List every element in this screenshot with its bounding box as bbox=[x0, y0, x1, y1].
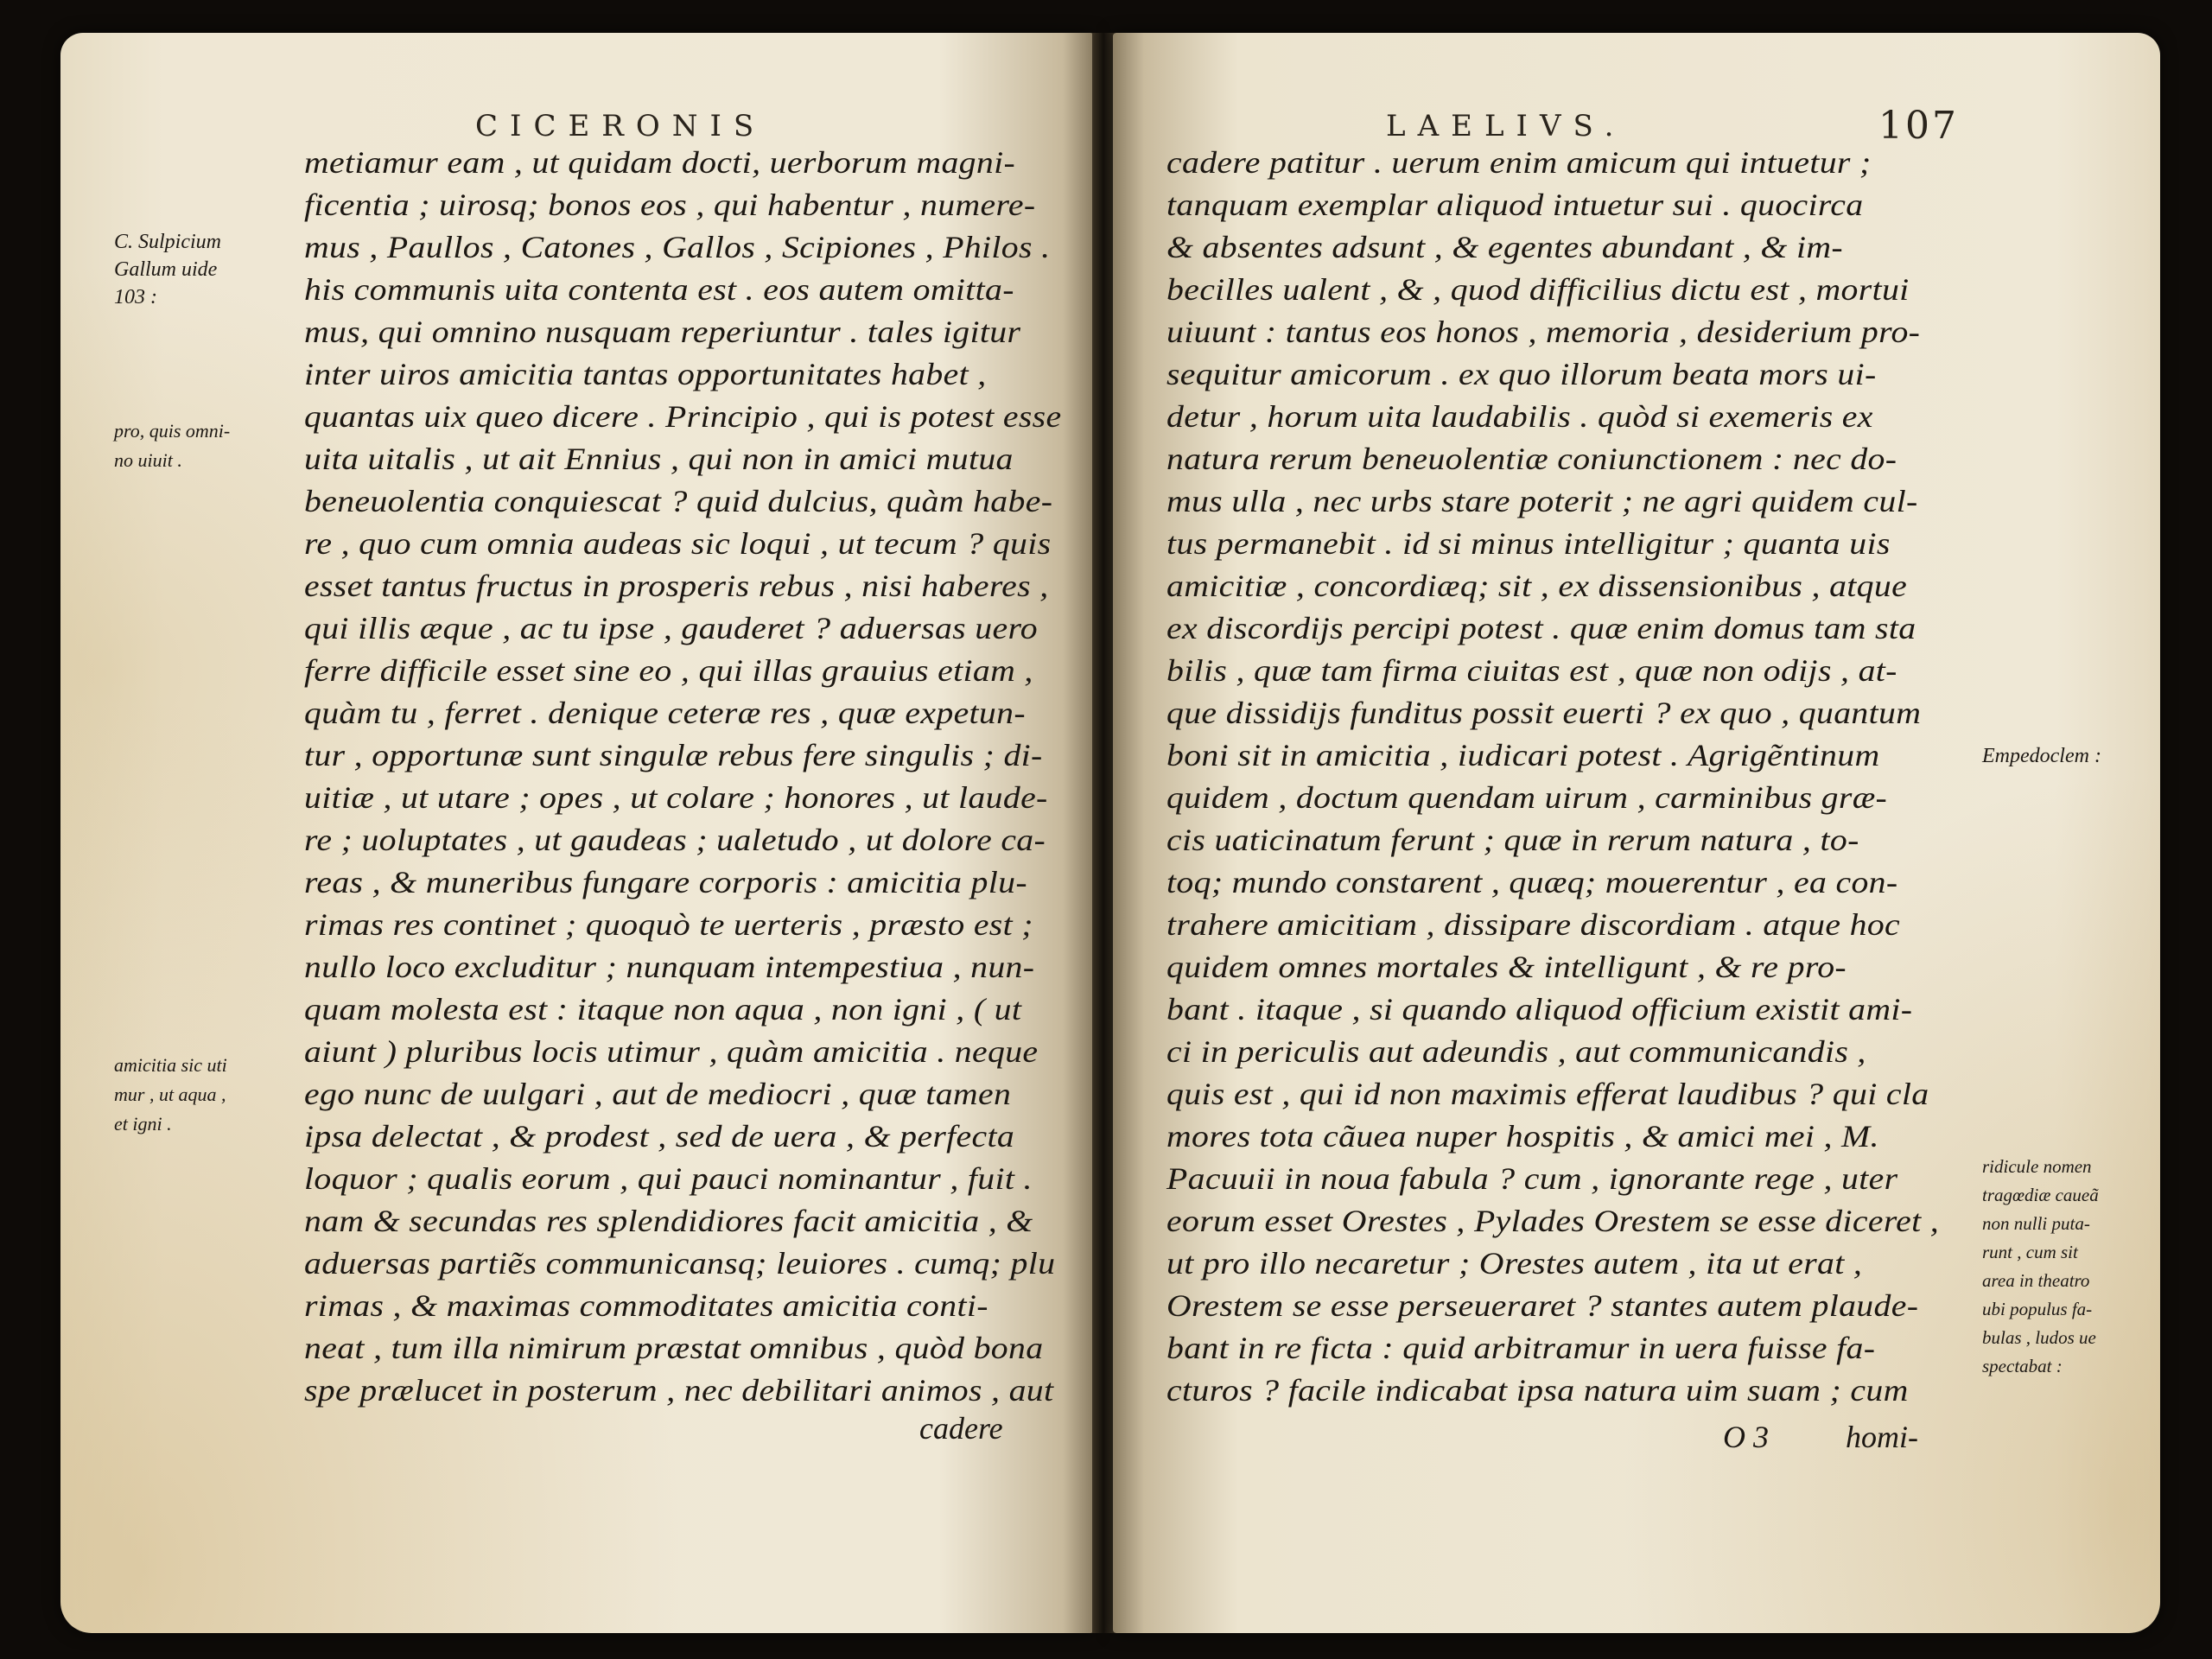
marginal-line: C. Sulpicium bbox=[114, 231, 221, 253]
text-line: becilles ualent , & , quod difficilius dictu est , mortui bbox=[1166, 272, 1910, 307]
text-line: esset tantus fructus in prosperis rebus , nisi haberes , bbox=[304, 569, 1049, 603]
signature-mark: O 3 bbox=[1723, 1420, 1769, 1454]
text-line: uiuunt : tantus eos honos , memoria , desiderium pro- bbox=[1166, 315, 1921, 349]
text-line: cadere patitur . uerum enim amicum qui intuetur ; bbox=[1166, 145, 1872, 180]
marginal-line: ubi populus fa- bbox=[1982, 1299, 2093, 1319]
text-line: ex discordijs percipi potest . quæ enim domus tam sta bbox=[1166, 611, 1916, 645]
text-line: quantas uix queo dicere . Principio , qui is potest esse bbox=[304, 399, 1062, 434]
text-line: quis est , qui id non maximis efferat laudibus ? qui cla bbox=[1166, 1077, 1929, 1111]
text-line: his communis uita contenta est . eos autem omitta- bbox=[304, 272, 1014, 307]
marginal-line: 103 : bbox=[114, 286, 157, 308]
text-line: rimas res continet ; quoquò te uerteris , præsto est ; bbox=[304, 907, 1033, 942]
text-line: nullo loco excluditur ; nunquam intempestiua , nun- bbox=[304, 950, 1035, 984]
text-line: quidem omnes mortales & intelligunt , & re pro- bbox=[1166, 950, 1847, 984]
text-line: aiunt ) pluribus locis utimur , quàm amicitia . neque bbox=[304, 1034, 1039, 1069]
marginal-line: pro, quis omni- bbox=[114, 420, 231, 442]
marginal-line: runt , cum sit bbox=[1982, 1242, 2078, 1262]
text-line: cis uaticinatum ferunt ; quæ in rerum natura , to- bbox=[1166, 823, 1859, 857]
book-gutter bbox=[1092, 33, 1115, 1633]
text-line: Orestem se esse perseueraret ? stantes autem plaude- bbox=[1166, 1288, 1919, 1323]
marginal-line: et igni . bbox=[114, 1113, 172, 1135]
right-catchword: homi- bbox=[1846, 1420, 1918, 1454]
text-line: mus , Paullos , Catones , Gallos , Scipiones , Philos . bbox=[304, 230, 1051, 264]
text-line: neat , tum illa nimirum præstat omnibus , quòd bona bbox=[304, 1331, 1044, 1365]
text-line: ci in periculis aut adeundis , aut communicandis , bbox=[1166, 1034, 1866, 1069]
text-line: quidem , doctum quendam uirum , carminibus græ- bbox=[1166, 780, 1888, 815]
text-line: bant in re ficta : quid arbitramur in uera fuisse fa- bbox=[1166, 1331, 1876, 1365]
text-line: aduersas partiẽs communicansq; leuiores . cumq; plu bbox=[304, 1246, 1056, 1281]
left-marginal-note-1 bbox=[114, 228, 221, 311]
text-line: mus, qui omnino nusquam reperiuntur . tales igitur bbox=[304, 315, 1021, 349]
text-line: boni sit in amicitia , iudicari potest . Agrigẽntinum bbox=[1166, 738, 1880, 772]
text-line: ipsa delectat , & prodest , sed de uera , & perfecta bbox=[304, 1119, 1015, 1154]
marginal-line: non nulli puta- bbox=[1982, 1213, 2090, 1234]
text-line: tus permanebit . id si minus intelligitur ; quanta uis bbox=[1166, 526, 1891, 561]
text-line: ut pro illo necaretur ; Orestes autem , ita ut erat , bbox=[1166, 1246, 1863, 1281]
marginal-line: mur , ut aqua , bbox=[114, 1084, 226, 1105]
text-line: rimas , & maximas commoditates amicitia conti- bbox=[304, 1288, 988, 1323]
left-marginal-note-3 bbox=[114, 1051, 227, 1139]
text-line: mores tota cãuea nuper hospitis , & amici mei , M. bbox=[1166, 1119, 1879, 1154]
text-line: natura rerum beneuolentiæ coniunctionem : nec do- bbox=[1166, 442, 1897, 476]
left-running-head: CICERONIS bbox=[475, 109, 766, 143]
text-line: spe prælucet in posterum , nec debilitari animos , aut bbox=[304, 1373, 1054, 1408]
text-line: Pacuuii in noua fabula ? cum , ignorante rege , uter bbox=[1166, 1161, 1898, 1196]
marginal-line: tragœdiæ caueã bbox=[1982, 1185, 2099, 1205]
left-marginal-note-2 bbox=[114, 416, 230, 475]
marginal-line: Gallum uide bbox=[114, 258, 218, 281]
right-marginal-note-2 bbox=[1982, 1153, 2099, 1381]
text-line: re ; uoluptates , ut gaudeas ; ualetudo , ut dolore ca- bbox=[304, 823, 1046, 857]
marginal-line: ridicule nomen bbox=[1982, 1156, 2092, 1177]
text-line: ficentia ; uirosq; bonos eos , qui habentur , numere- bbox=[304, 188, 1036, 222]
marginal-line: no uiuit . bbox=[114, 449, 182, 471]
marginal-line: bulas , ludos ue bbox=[1982, 1327, 2096, 1348]
marginal-line: area in theatro bbox=[1982, 1270, 2090, 1291]
text-line: quàm tu , ferret . denique ceteræ res , quæ expetun- bbox=[304, 696, 1026, 730]
text-line: sequitur amicorum . ex quo illorum beata mors ui- bbox=[1166, 357, 1877, 391]
right-marginal-note-1 bbox=[1982, 741, 2101, 771]
text-line: reas , & muneribus fungare corporis : amicitia plu- bbox=[304, 865, 1027, 899]
left-page bbox=[60, 33, 1094, 1633]
text-line: ferre difficile esset sine eo , qui illas grauius etiam , bbox=[304, 653, 1033, 688]
text-line: eorum esset Orestes , Pylades Orestem se esse diceret , bbox=[1166, 1204, 1940, 1238]
page-number: 107 bbox=[1878, 104, 1959, 148]
left-catchword: cadere bbox=[919, 1411, 1003, 1446]
text-line: detur , horum uita laudabilis . quòd si exemeris ex bbox=[1166, 399, 1873, 434]
text-line: amicitiæ , concordiæq; sit , ex dissensionibus , atque bbox=[1166, 569, 1908, 603]
text-line: bant . itaque , si quando aliquod officium existit ami- bbox=[1166, 992, 1913, 1027]
text-line: tur , opportunæ sunt singulæ rebus fere singulis ; di- bbox=[304, 738, 1043, 772]
text-line: toq; mundo constarent , quæq; mouerentur , ea con- bbox=[1166, 865, 1898, 899]
text-line: trahere amicitiam , dissipare discordiam . atque hoc bbox=[1166, 907, 1901, 942]
text-line: uitiæ , ut utare ; opes , ut colare ; honores , ut laude- bbox=[304, 780, 1048, 815]
text-line: tanquam exemplar aliquod intuetur sui . quocirca bbox=[1166, 188, 1864, 222]
text-line: qui illis æque , ac tu ipse , gauderet ? aduersas uero bbox=[304, 611, 1038, 645]
text-line: nam & secundas res splendidiores facit amicitia , & bbox=[304, 1204, 1033, 1238]
text-line: ego nunc de uulgari , aut de mediocri , quæ tamen bbox=[304, 1077, 1012, 1111]
text-line: que dissidijs funditus possit euerti ? ex quo , quantum bbox=[1166, 696, 1922, 730]
book-spread bbox=[60, 33, 2160, 1633]
marginal-line: spectabat : bbox=[1982, 1356, 2063, 1376]
text-line: cturos ? facile indicabat ipsa natura uim suam ; cum bbox=[1166, 1373, 1909, 1408]
right-running-head: LAELIVS. bbox=[1386, 109, 1626, 143]
marginal-line: amicitia sic uti bbox=[114, 1054, 227, 1076]
right-page bbox=[1113, 33, 2160, 1633]
text-line: & absentes adsunt , & egentes abundant , & im- bbox=[1166, 230, 1843, 264]
text-line: re , quo cum omnia audeas sic loqui , ut tecum ? quis bbox=[304, 526, 1052, 561]
text-line: mus ulla , nec urbs stare poterit ; ne agri quidem cul- bbox=[1166, 484, 1918, 518]
text-line: metiamur eam , ut quidam docti, uerborum magni- bbox=[304, 145, 1016, 180]
text-line: beneuolentia conquiescat ? quid dulcius, quàm habe- bbox=[304, 484, 1053, 518]
marginal-line: Empedoclem : bbox=[1982, 745, 2101, 767]
text-line: inter uiros amicitia tantas opportunitates habet , bbox=[304, 357, 987, 391]
text-line: loquor ; qualis eorum , qui pauci nominantur , fuit . bbox=[304, 1161, 1033, 1196]
text-line: quam molesta est : itaque non aqua , non igni , ( ut bbox=[304, 992, 1022, 1027]
text-line: bilis , quæ tam firma ciuitas est , quæ non odijs , at- bbox=[1166, 653, 1897, 688]
text-line: uita uitalis , ut ait Ennius , qui non in amici mutua bbox=[304, 442, 1014, 476]
